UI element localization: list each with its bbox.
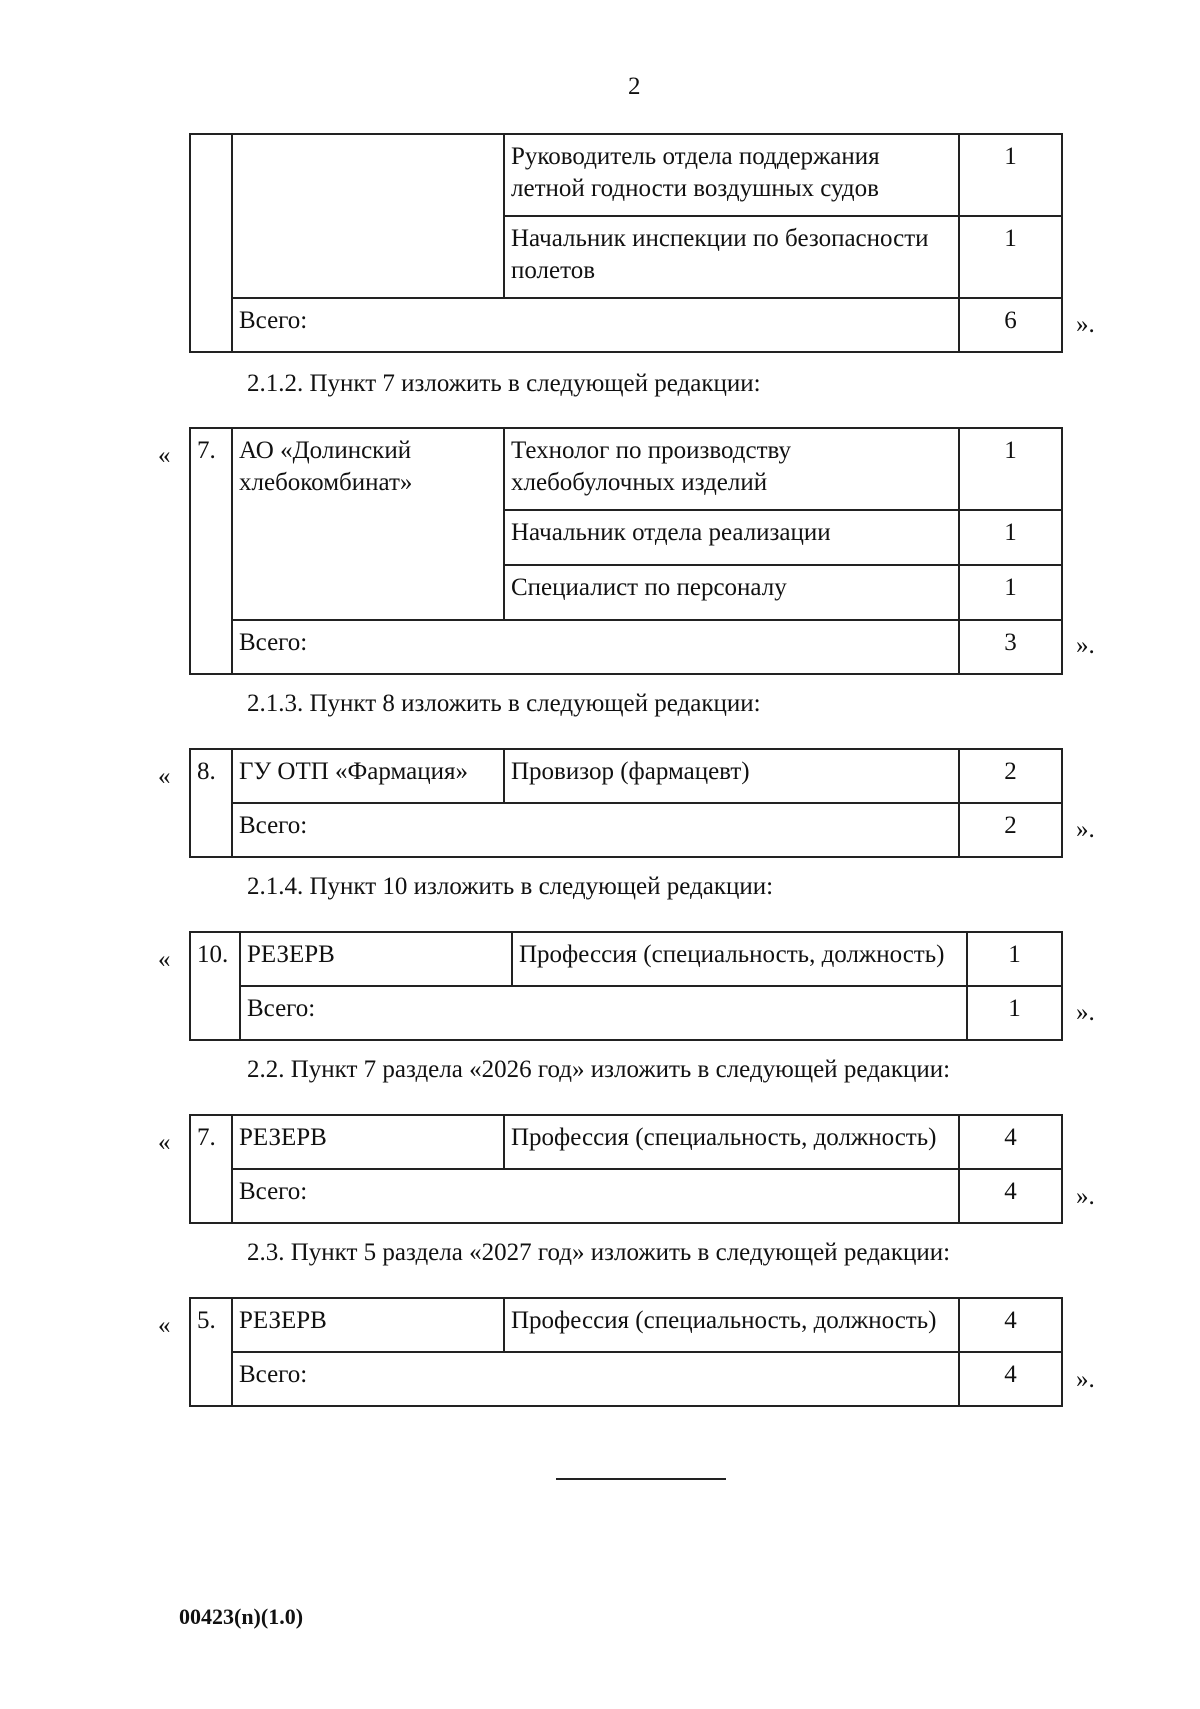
closing-quote: ». <box>1076 1183 1095 1210</box>
document-code: 00423(n)(1.0) <box>179 1604 304 1629</box>
positions-table-item-10 <box>189 931 1063 1041</box>
table-cell-total-label: Всего: <box>232 620 959 674</box>
opening-quote: « <box>158 946 171 973</box>
closing-quote: ». <box>1076 999 1095 1026</box>
closing-quote: ». <box>1076 1366 1095 1393</box>
table-cell-quantity: 2 <box>959 749 1062 803</box>
section-heading: 2.1.2. Пункт 7 изложить в следующей редакции: <box>247 370 761 397</box>
table-cell-number: 8. <box>190 749 232 857</box>
opening-quote: « <box>158 1312 171 1339</box>
opening-quote: « <box>158 1129 171 1156</box>
table-cell-total-label: Всего: <box>232 298 959 352</box>
closing-quote: ». <box>1076 311 1095 338</box>
table-cell-position: Технолог по производству хлебобулочных изделий <box>504 428 959 510</box>
table-cell-quantity: 1 <box>959 510 1062 565</box>
table-cell-quantity: 1 <box>967 932 1062 986</box>
table-cell-position: Профессия (специальность, должность) <box>504 1115 959 1169</box>
table-cell-quantity: 1 <box>959 428 1062 510</box>
table-cell-total: 3 <box>959 620 1062 674</box>
table-cell-number <box>190 134 232 352</box>
table-cell-number: 10. <box>190 932 240 1040</box>
table-cell-organization: РЕЗЕРВ <box>232 1115 504 1169</box>
table-cell-quantity: 4 <box>959 1298 1062 1352</box>
table-cell-position: Начальник инспекции по безопасности полетов <box>504 216 959 298</box>
table-cell-organization: АО «Долинский хлебокомбинат» <box>232 428 504 620</box>
table-cell-total: 6 <box>959 298 1062 352</box>
section-heading: 2.1.4. Пункт 10 изложить в следующей редакции: <box>247 873 774 900</box>
table-cell-position: Специалист по персоналу <box>504 565 959 620</box>
table-cell-total: 2 <box>959 803 1062 857</box>
positions-table-2027-item-5 <box>189 1297 1063 1407</box>
table-cell-total: 1 <box>967 986 1062 1040</box>
positions-table-continued <box>189 133 1063 353</box>
table-cell-quantity: 1 <box>959 216 1062 298</box>
table-cell-quantity: 1 <box>959 134 1062 216</box>
page-number: 2 <box>628 73 641 100</box>
table-cell-total-label: Всего: <box>232 803 959 857</box>
table-cell-position: Начальник отдела реализации <box>504 510 959 565</box>
table-cell-organization: РЕЗЕРВ <box>240 932 512 986</box>
closing-quote: ». <box>1076 632 1095 659</box>
table-cell-position: Провизор (фармацевт) <box>504 749 959 803</box>
table-cell-number: 5. <box>190 1298 232 1406</box>
table-cell-number: 7. <box>190 428 232 674</box>
table-cell-position: Профессия (специальность, должность) <box>512 932 967 986</box>
positions-table-item-8 <box>189 748 1063 858</box>
table-cell-total: 4 <box>959 1352 1062 1406</box>
opening-quote: « <box>158 442 171 469</box>
positions-table-item-7 <box>189 427 1063 675</box>
section-heading: 2.1.3. Пункт 8 изложить в следующей редакции: <box>247 690 761 717</box>
table-cell-quantity: 1 <box>959 565 1062 620</box>
table-cell-organization <box>232 134 504 298</box>
end-divider <box>556 1478 726 1480</box>
table-cell-total-label: Всего: <box>240 986 967 1040</box>
table-cell-number: 7. <box>190 1115 232 1223</box>
table-cell-organization: РЕЗЕРВ <box>232 1298 504 1352</box>
table-cell-total-label: Всего: <box>232 1352 959 1406</box>
section-heading: 2.3. Пункт 5 раздела «2027 год» изложить в следующей редакции: <box>247 1239 951 1266</box>
table-cell-organization: ГУ ОТП «Фармация» <box>232 749 504 803</box>
table-cell-position: Руководитель отдела поддержания летной годности воздушных судов <box>504 134 959 216</box>
closing-quote: ». <box>1076 816 1095 843</box>
opening-quote: « <box>158 763 171 790</box>
table-cell-position: Профессия (специальность, должность) <box>504 1298 959 1352</box>
section-heading: 2.2. Пункт 7 раздела «2026 год» изложить в следующей редакции: <box>247 1056 951 1083</box>
table-cell-total: 4 <box>959 1169 1062 1223</box>
table-cell-quantity: 4 <box>959 1115 1062 1169</box>
table-cell-total-label: Всего: <box>232 1169 959 1223</box>
positions-table-2026-item-7 <box>189 1114 1063 1224</box>
